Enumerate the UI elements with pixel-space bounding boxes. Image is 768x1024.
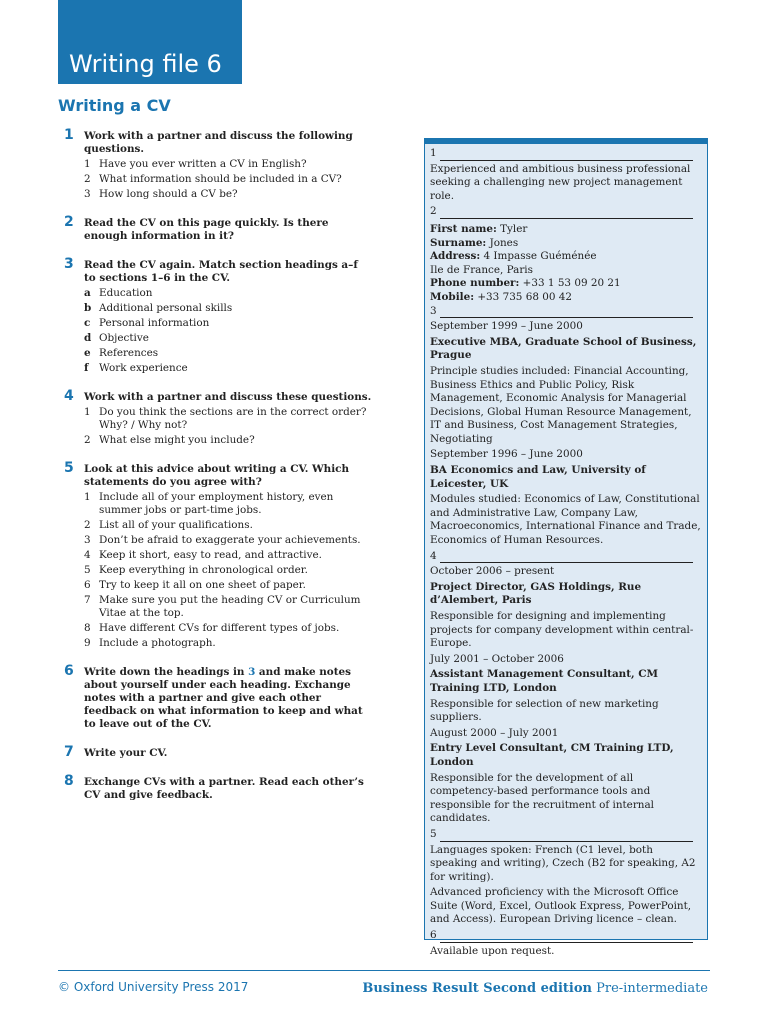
item-marker: 3 [84,188,91,200]
task-instruction: Read the CV on this page quickly. Is there enough information in it? [84,217,329,242]
list-item [84,332,372,345]
task-list [60,127,372,818]
item-text: Keep it short, easy to read, and attractive. [99,549,322,561]
item-text: Education [99,287,153,299]
field-label: Surname: [430,236,487,249]
task-number: 4 [64,388,74,404]
list-item [84,434,372,447]
answer-line [440,307,693,318]
section-number: 1 [430,147,437,159]
field-value: +33 735 68 00 42 [474,290,572,303]
cv-field [430,277,701,291]
answer-line [440,552,693,563]
item-marker: 5 [84,564,91,576]
answer-line [440,831,693,842]
entry-date: September 1996 – June 2000 [430,448,583,461]
entry-description: Responsible for the development of all competency-based performance tools and responsible for the recruitment of internal candidates. [430,771,655,825]
list-item [84,287,372,300]
item-marker: e [84,347,91,359]
task [60,663,372,731]
task-instruction: Write your CV. [84,747,168,759]
references-text: Available upon request. [430,944,555,957]
answer-line [440,150,693,161]
item-marker: 4 [84,549,91,561]
answer-line [440,208,693,219]
item-marker: 6 [84,579,91,591]
cv-field [430,223,701,237]
cv-section-heading [430,305,701,319]
instruction-text: Write down the headings in [84,666,249,678]
entry-description: Responsible for designing and implementing projects for company development within central-Europe. [430,610,694,650]
task [60,773,372,802]
field-label: First name: [430,222,497,235]
entry-date: October 2006 – present [430,565,555,578]
field-label: Phone number: [430,277,520,290]
item-marker: 2 [84,173,91,185]
item-text: What information should be included in a CV? [99,173,342,185]
task [60,744,372,760]
item-text: Have different CVs for different types of jobs. [99,622,340,634]
section-number: 5 [430,827,437,840]
item-marker: 2 [84,519,91,531]
task-instruction: Look at this advice about writing a CV. Which statements do you agree with? [84,463,350,488]
list-item [84,362,372,375]
item-text: Include a photograph. [99,637,216,649]
list-item [84,302,372,315]
list-item [84,549,372,562]
item-text: Objective [99,332,149,344]
item-marker: a [84,287,91,299]
list-item [84,622,372,635]
copyright: © Oxford University Press 2017 [58,980,249,994]
cv-field: Ile de France, Paris [430,263,533,276]
item-text: Include all of your employment history, even summer jobs or part-time jobs. [99,491,334,516]
task-instruction: Work with a partner and discuss the following questions. [84,130,353,155]
item-marker: 8 [84,622,91,634]
item-marker: b [84,302,92,314]
list-item [84,534,372,547]
field-value: 4 Impasse Guéménée [480,250,597,263]
list-item [84,173,372,186]
task-number: 7 [64,744,74,760]
item-text: How long should a CV be? [99,188,238,200]
list-item [84,519,372,532]
entry-title: Project Director, GAS Holdings, Rue d’Alembert, Paris [430,580,642,607]
footer-divider [58,970,710,971]
cv-objective-text: Experienced and ambitious business professional seeking a challenging new project management role. [430,162,691,202]
task [60,460,372,650]
item-marker: 1 [84,406,91,418]
task-instruction: Work with a partner and discuss these questions. [84,391,372,403]
field-value: Tyler [496,222,528,235]
list-item [84,406,372,432]
task-number: 5 [64,460,74,476]
field-label: Address: [430,250,481,263]
cv-section-heading [430,147,701,161]
task-instruction: Read the CV again. Match section headings a–f to sections 1–6 in the CV. [84,259,358,284]
item-marker: 1 [84,158,91,170]
cv-section-heading [430,205,701,219]
cv-section-heading [430,929,701,943]
item-text: Make sure you put the heading CV or Curriculum Vitae at the top. [99,594,361,619]
cv-field [430,237,701,251]
entry-description: Modules studied: Economics of Law, Constitutional and Administrative Law, Company Law, Macroeconomics, International Finance and Trade, Economics of Human Resources. [430,493,701,547]
page-title: Writing file 6 [69,50,222,78]
cv-panel [424,138,708,957]
item-text: List all of your qualifications. [99,519,253,531]
list-item [84,347,372,360]
book-name: Business Result Second edition [362,981,592,996]
entry-description: Responsible for selection of new marketing suppliers. [430,697,659,724]
task-number: 2 [64,214,74,230]
entry-title: Executive MBA, Graduate School of Business, Prague [430,335,697,362]
section-number: 6 [430,929,437,942]
section-number: 4 [430,549,437,562]
entry-title: Entry Level Consultant, CM Training LTD, London [430,742,674,768]
skills-languages: Languages spoken: French (C1 level, both speaking and writing), Czech (B2 for speaking, A2 for writing). [430,843,696,883]
entry-title: BA Economics and Law, University of Leicester, UK [430,464,646,490]
item-marker: 7 [84,594,91,606]
task [60,256,372,375]
item-marker: 3 [84,534,91,546]
list-item [84,564,372,577]
task [60,388,372,447]
item-text: Keep everything in chronological order. [99,564,308,576]
task [60,127,372,201]
item-text: Do you think the sections are in the correct order? Why? / Why not? [99,406,367,431]
task [60,214,372,243]
task-instruction: Exchange CVs with a partner. Read each other’s CV and give feedback. [84,776,364,801]
item-text: Have you ever written a CV in English? [99,158,307,170]
section-number: 3 [430,304,437,317]
field-value: +33 1 53 09 20 21 [519,277,621,290]
title-banner [58,0,242,84]
answer-line [440,932,693,943]
item-marker: 1 [84,491,91,503]
task-number: 8 [64,773,74,789]
list-item [84,188,372,201]
entry-date: September 1999 – June 2000 [430,320,583,333]
entry-date: August 2000 – July 2001 [430,726,559,739]
field-label: Mobile: [430,290,475,303]
item-marker: f [84,362,89,374]
section-subtitle: Writing a CV [58,96,171,115]
item-text: Try to keep it all on one sheet of paper. [99,579,306,591]
item-marker: 2 [84,434,91,446]
cv-section-heading [430,828,701,842]
cv-field [430,250,701,264]
entry-description: Principle studies included: Financial Accounting, Business Ethics and Public Policy, Risk Management, Economic Analysis for Managerial Decisions, Global Human Resource Management, IT and Business, Cost Management Strategies, Negotiating [430,364,692,445]
entry-title: Assistant Management Consultant, CM Training LTD, London [430,668,659,694]
cv-field [430,291,701,305]
list-item [84,594,372,620]
item-text: Work experience [99,362,188,374]
book-title [362,981,708,996]
instruction-text: and make notes about yourself under each heading. Exchange notes with a partner and give each other feedback on what information to keep and what to leave out of the CV. [84,666,363,730]
book-level: Pre-intermediate [591,981,708,996]
item-text: Additional personal skills [99,302,233,314]
item-marker: c [84,317,91,329]
task-reference: 3 [248,666,256,678]
item-text: Personal information [99,317,210,329]
entry-date: July 2001 – October 2006 [430,652,564,665]
list-item [84,637,372,650]
task-number: 6 [64,663,74,679]
skills-software: Advanced proficiency with the Microsoft Office Suite (Word, Excel, Outlook Express, PowerPoint, and Access). European Driving licence – clean. [430,886,692,926]
cv-section-heading [430,550,701,564]
item-marker: d [84,332,92,344]
item-text: What else might you include? [99,434,255,446]
field-value: Jones [486,236,519,249]
item-marker: 9 [84,637,91,649]
list-item [84,158,372,171]
task-number: 1 [64,127,74,143]
task-instruction [84,666,372,731]
section-number: 2 [430,205,437,218]
task-number: 3 [64,256,74,272]
list-item [84,491,372,517]
list-item [84,317,372,330]
item-text: References [99,347,159,359]
list-item [84,579,372,592]
item-text: Don’t be afraid to exaggerate your achievements. [99,534,361,546]
